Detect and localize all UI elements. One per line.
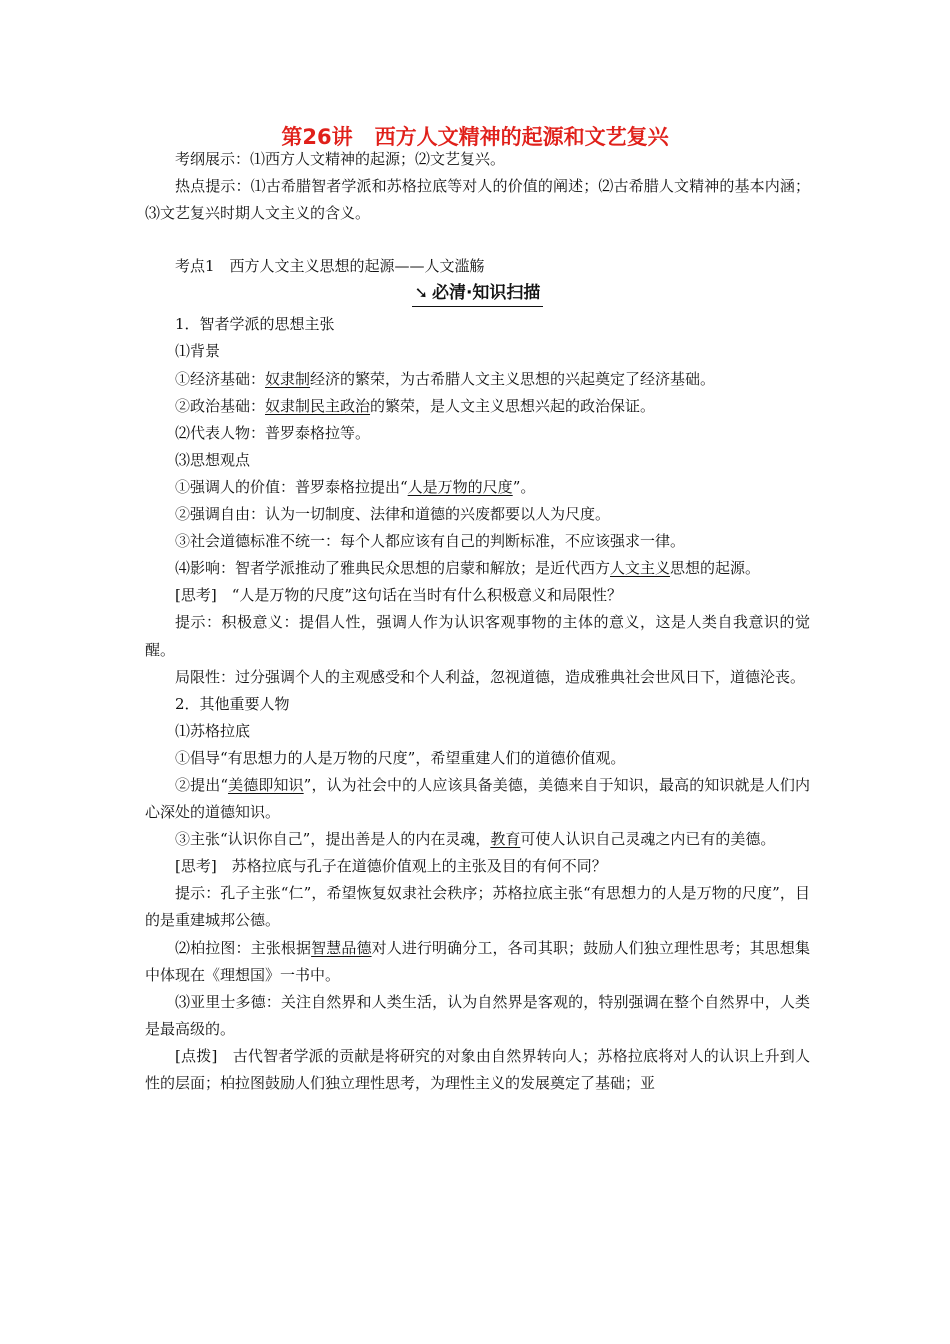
section-banner: [145, 280, 810, 311]
dianbo-note: [点拨] 古代智者学派的贡献是将研究的对象由自然界转向人；苏格拉底将对人的认识上升到人性的层面；柏拉图鼓励人们独立理性思考，为理性主义的发展奠定了基础；亚: [145, 1046, 810, 1092]
view-3: ③社会道德标准不统一：每个人都应该有自己的判断标准，不应该强求一律。: [175, 532, 686, 551]
lesson-title-text: 西方人文精神的起源和文艺复兴: [374, 125, 669, 149]
text-run: ”。: [512, 477, 536, 496]
sub-heading: ⑴背景: [175, 342, 221, 361]
aristotle: ⑶亚里士多德：关注自然界和人类生活，认为自然界是客观的，特别强调在整个自然界中，人类是最高级的。: [145, 992, 810, 1038]
underlined-term: 美德即知识: [228, 775, 304, 794]
underlined-term: 教育: [490, 830, 521, 849]
text-run: 经济的繁荣，为古希腊人文主义思想的兴起奠定了经济基础。: [310, 369, 716, 388]
representative: ⑵代表人物：普罗泰格拉等。: [175, 423, 371, 442]
section-heading: 2．其他重要人物: [175, 694, 290, 713]
text-run: 的繁荣，是人文主义思想兴起的政治保证。: [370, 396, 656, 415]
text-run: 思想的起源。: [670, 559, 761, 578]
socrates-1: ①倡导“有思想力的人是万物的尺度”，希望重建人们的道德价值观。: [175, 748, 626, 767]
underlined-term: 奴隶制民主政治: [265, 396, 371, 415]
think-answer: 提示：积极意义：提倡人性，强调人作为认识客观事物的主体的意义，这是人类自我意识的觉醒。: [145, 613, 810, 659]
document-body: [145, 146, 810, 1097]
plato: [145, 935, 810, 989]
think-answer: 局限性：过分强调个人的主观感受和个人利益，忽视道德，造成雅典社会世风日下，道德沦丧。: [175, 667, 806, 686]
text-run: ①强调人的价值：普罗泰格拉提出“: [175, 477, 408, 496]
text-run: 对人进行明确分工，各司其职；鼓励人们独立理性思考；其思想集中体现在《理想国》一书中。: [145, 938, 810, 984]
underlined-term: 奴隶制: [265, 369, 311, 388]
sub-heading: ⑴苏格拉底: [175, 721, 251, 740]
pol-basis: [145, 393, 810, 420]
text-run: 可使人认识自己灵魂之内已有的美德。: [520, 830, 776, 849]
underlined-term: 智慧品德: [311, 938, 372, 957]
view-2: ②强调自由：认为一切制度、法律和道德的兴废都要以人为尺度。: [175, 505, 611, 524]
view-1: [145, 474, 810, 501]
socrates-2: [145, 772, 810, 826]
outline-line: 考纲展示：⑴西方人文精神的起源；⑵文艺复兴。: [175, 150, 506, 168]
text-run: ③主张“认识你自己”，提出善是人的内在灵魂，: [175, 830, 491, 849]
spacer: [145, 227, 810, 253]
hotspot-paragraph: 热点提示：⑴古希腊智者学派和苏格拉底等对人的价值的阐述；⑵古希腊人文精神的基本内涵；⑶文艺复兴时期人文主义的含义。: [145, 177, 810, 223]
text-run: ”，认为社会中的人应该具备美德，美德来自于知识，最高的知识就是人们内心深处的道德知识。: [145, 775, 810, 822]
banner-text: 必清·知识扫描: [431, 283, 541, 304]
down-right-arrow-icon: ➘: [414, 283, 428, 303]
kaodian-heading: 考点1 西方人文主义思想的起源——人文滥觞: [175, 257, 485, 276]
think-answer: 提示：孔子主张“仁”，希望恢复奴隶社会秩序；苏格拉底主张“有思想力的人是万物的尺度”，目的是重建城邦公德。: [145, 884, 810, 930]
lesson-number: 第26讲: [281, 125, 353, 149]
banner-box: [412, 280, 544, 307]
influence: [145, 555, 810, 582]
think-question: [思考] 苏格拉底与孔子在道德价值观上的主张及目的有何不同？: [175, 857, 607, 876]
think-question: [思考] “人是万物的尺度”这句话在当时有什么积极意义和局限性？: [175, 586, 623, 605]
section-heading: 1．智者学派的思想主张: [175, 315, 335, 334]
text-run: ⑵柏拉图：主张根据: [175, 938, 312, 957]
sub-heading: ⑶思想观点: [175, 450, 251, 469]
text-run: ⑷影响：智者学派推动了雅典民众思想的启蒙和解放；是近代西方: [175, 559, 611, 578]
socrates-3: [145, 826, 810, 853]
text-run: ②政治基础：: [175, 396, 266, 415]
underlined-term: 人是万物的尺度: [407, 477, 513, 496]
text-run: ②提出“: [175, 775, 228, 794]
text-run: ①经济基础：: [175, 369, 266, 388]
underlined-term: 人文主义: [610, 559, 671, 578]
econ-basis: [145, 366, 810, 393]
